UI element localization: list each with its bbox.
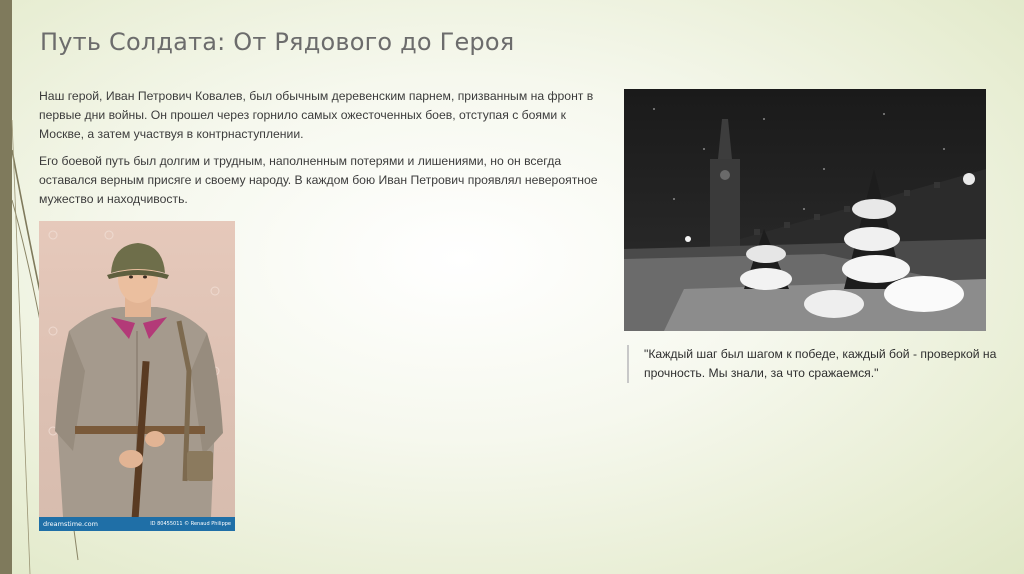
paragraph-1: Наш герой, Иван Петрович Ковалев, был обычным деревенским парнем, призванным на фронт в первые дни войны. Он прошел через горнило самых ожесточенных боев, отступая с боями к Москве, а затем участвуя в контрнаступлении. xyxy=(39,89,594,141)
paragraph-2: Его боевой путь был долгим и трудным, наполненным потерями и лишениями, но он всегда оставался верным присяге и своему народу. В каждом бою Иван Петрович проявлял невероятное мужество и находчивость. xyxy=(39,154,598,206)
winter-kremlin-photo xyxy=(624,89,986,331)
quote-block: "Каждый шаг был шагом к победе, каждый бой - проверкой на прочность. Мы знали, за что сражаемся." xyxy=(627,345,1006,383)
photo-watermark-bar xyxy=(39,517,235,531)
watermark-id: ID 80455011 © Renaud Philippe xyxy=(150,521,231,527)
soldier-photo xyxy=(39,221,235,531)
watermark-brand: dreamstime.com xyxy=(43,520,98,528)
body-text xyxy=(39,87,599,217)
left-accent-bar xyxy=(0,0,12,574)
slide-title: Путь Солдата: От Рядового до Героя xyxy=(40,28,515,56)
